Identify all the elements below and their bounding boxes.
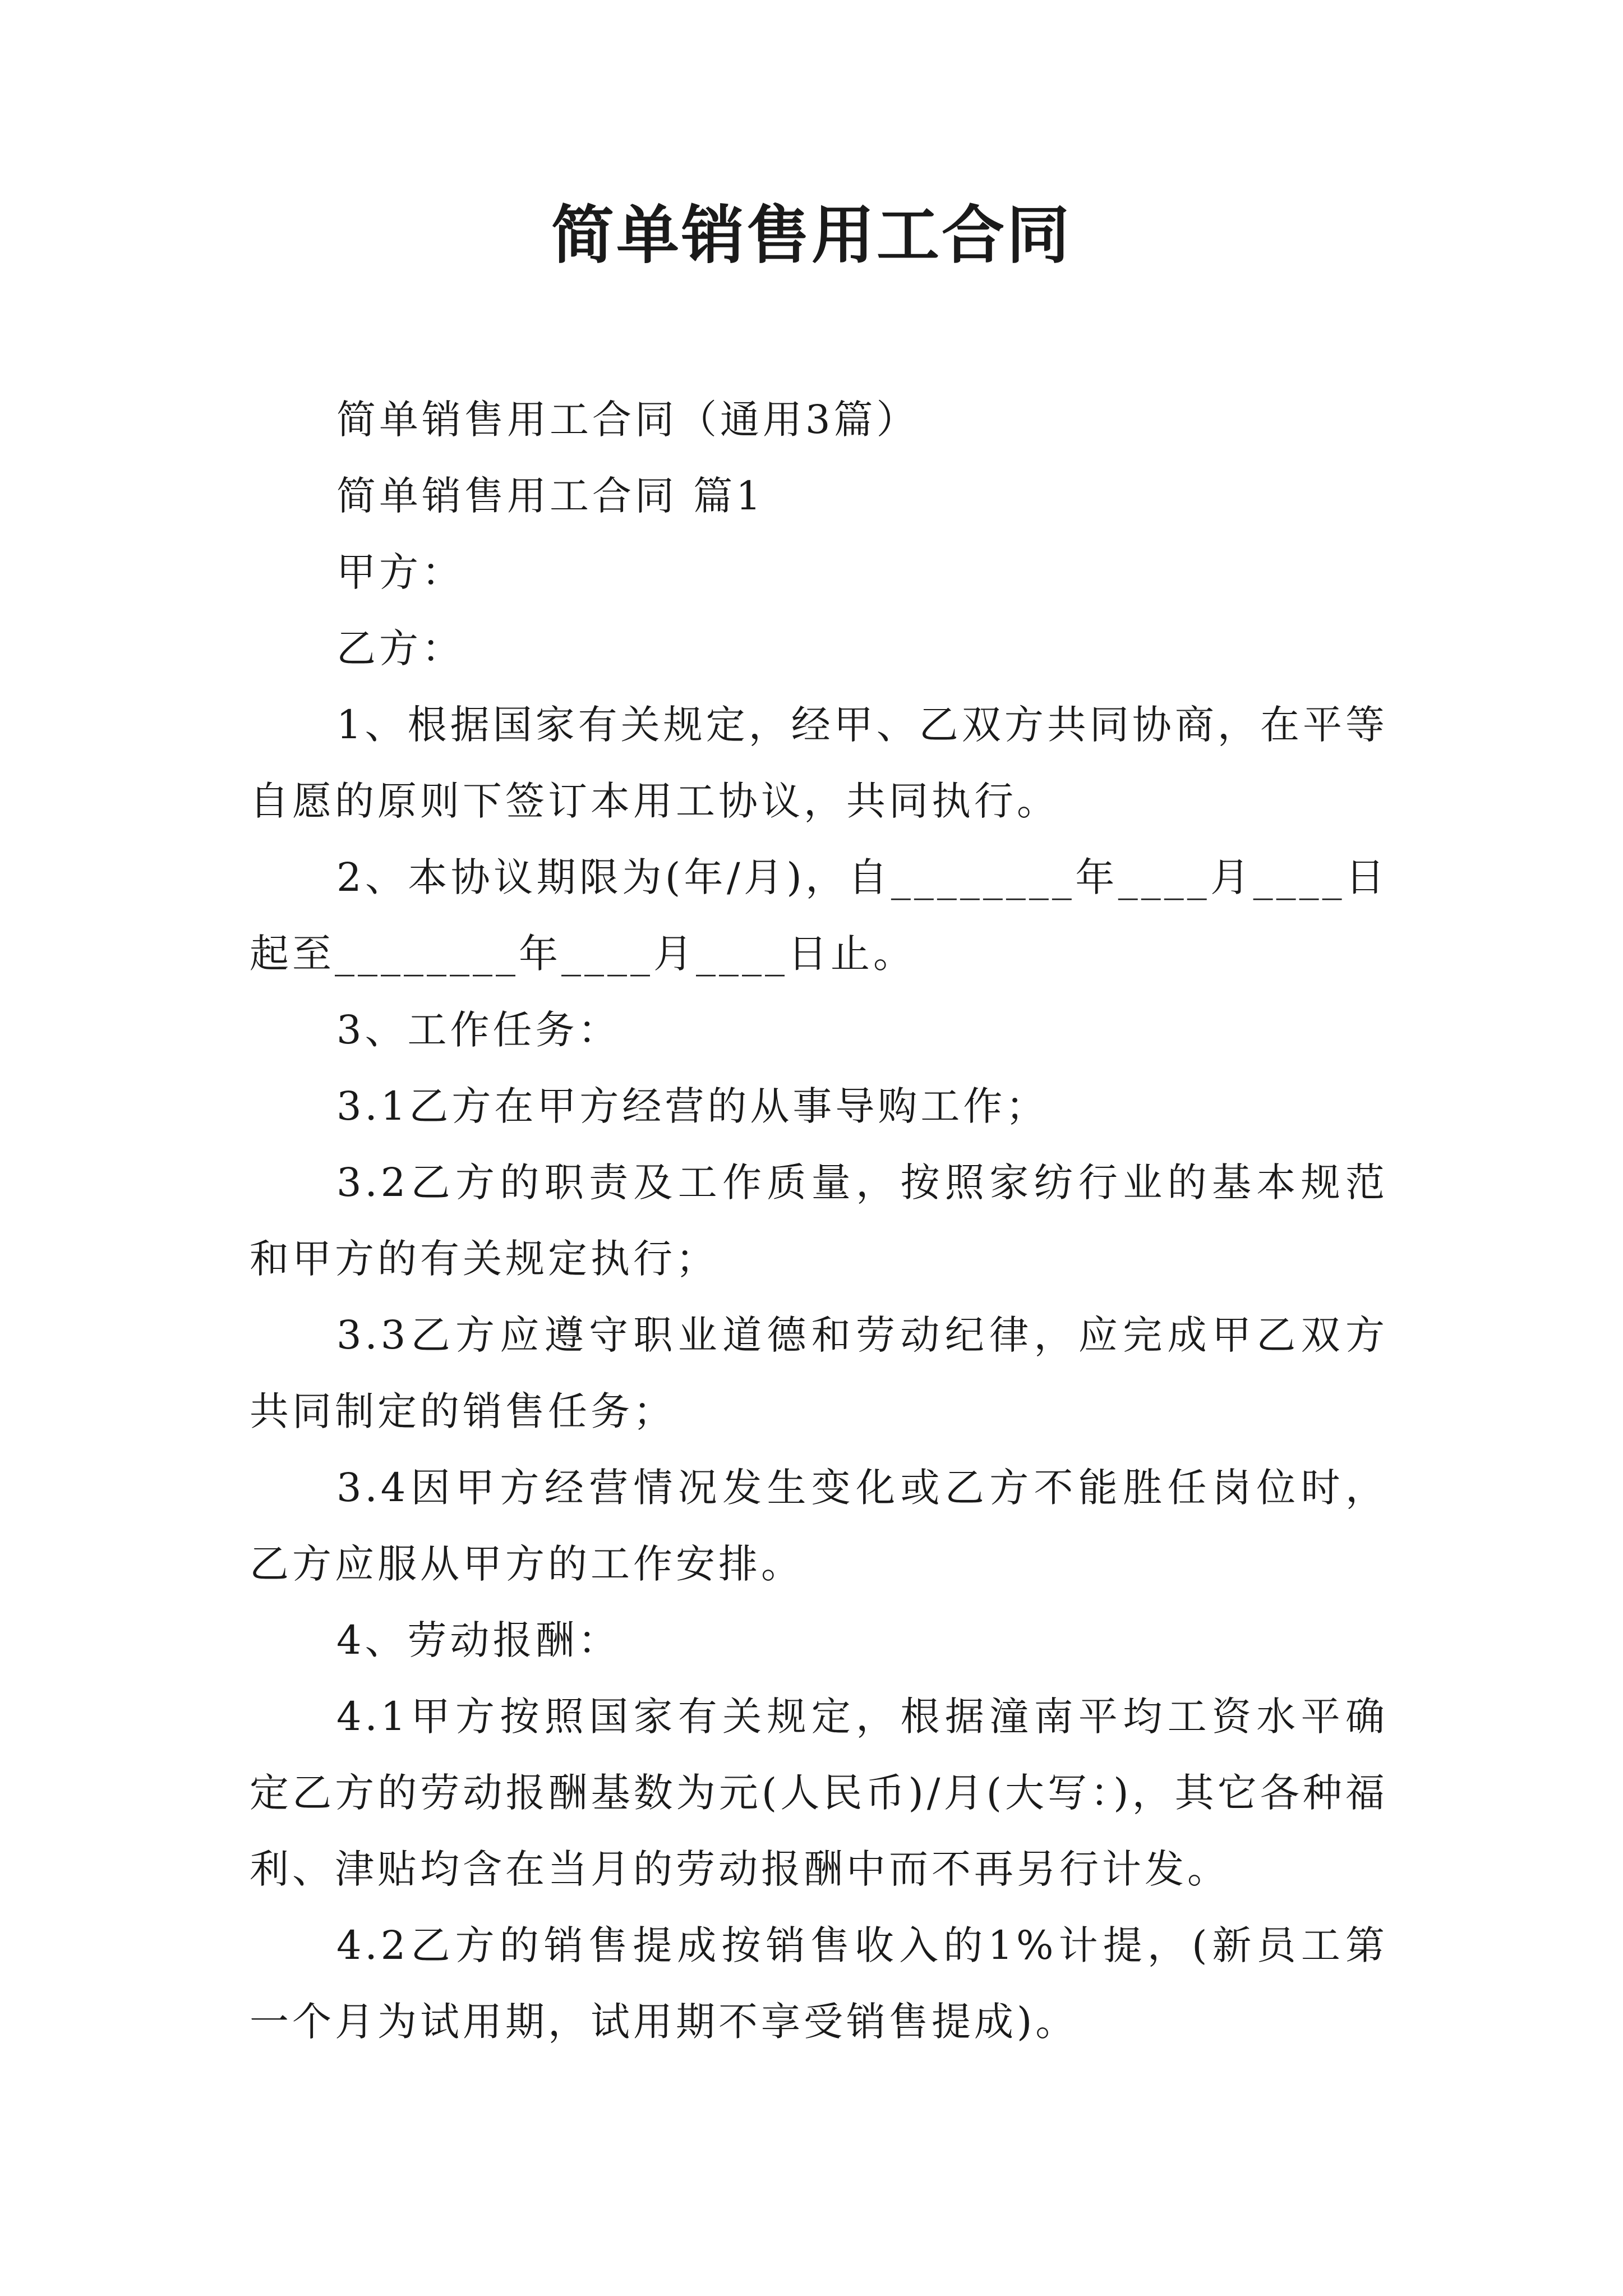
paragraph-section-heading: 简单销售用工合同 篇1 — [336, 473, 764, 519]
paragraph-clause-1: 1、根据国家有关规定，经甲、乙双方共同协商，在平等自愿的原则下签订本用工协议，共同执行。 — [250, 702, 1388, 824]
paragraph-clause-3-2: 3.2乙方的职责及工作质量，按照家纺行业的基本规范和甲方的有关规定执行； — [250, 1159, 1388, 1282]
paragraph-clause-4-2: 4.2乙方的销售提成按销售收入的1%计提，(新员工第一个月为试用期，试用期不享受销售提成)。 — [250, 1922, 1388, 2045]
paragraph-party-a: 甲方： — [336, 549, 464, 595]
paragraph-clause-2: 2、本协议期限为(年/月)，自________年____月____日起至________年____月____日止。 — [250, 854, 1388, 977]
document-body — [250, 381, 1388, 2060]
paragraph-clause-4: 4、劳动报酬： — [336, 1617, 621, 1663]
paragraph-clause-3-3: 3.3乙方应遵守职业道德和劳动纪律，应完成甲乙双方共同制定的销售任务； — [250, 1312, 1388, 1434]
paragraph-clause-4-1: 4.1甲方按照国家有关规定，根据潼南平均工资水平确定乙方的劳动报酬基数为元(人民币)/月(大写：)，其它各种福利、津贴均含在当月的劳动报酬中而不再另行计发。 — [250, 1694, 1388, 1892]
paragraph-subtitle: 简单销售用工合同（通用3篇） — [336, 397, 919, 443]
document-title: 简单销售用工合同 — [551, 199, 1072, 272]
paragraph-clause-3-4: 3.4因甲方经营情况发生变化或乙方不能胜任岗位时，乙方应服从甲方的工作安排。 — [250, 1465, 1388, 1587]
paragraph-clause-3: 3、工作任务： — [336, 1007, 621, 1053]
paragraph-party-b: 乙方： — [336, 625, 464, 671]
paragraph-clause-3-1: 3.1乙方在甲方经营的从事导购工作； — [336, 1083, 1049, 1129]
